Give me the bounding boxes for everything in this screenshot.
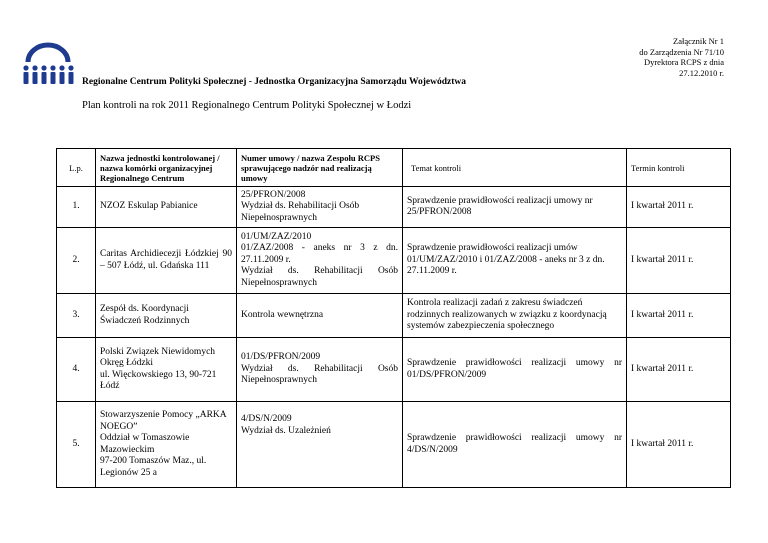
header-term: Termin kontroli <box>627 149 731 187</box>
unit-text: Caritas Archidiecezji Łódzkiej 90 – 507 Łódź, ul. Gdańska 111 <box>100 249 232 271</box>
cell-term: I kwartał 2011 r. <box>627 338 731 402</box>
contract-annex: 01/ZAZ/2008 - aneks nr 3 z dn. 27.11.2009 r. <box>241 243 398 265</box>
unit-address: 97-200 Tomaszów Maz., ul. Legionów 25 a <box>100 456 207 478</box>
plan-title: Plan kontroli na rok 2011 Regionalnego Centrum Polityki Społecznej w Łodzi <box>82 100 412 111</box>
contract-text: Kontrola wewnętrzna <box>241 309 324 320</box>
unit-name: Polski Związek Niewidomych Okręg Łódzki <box>100 346 216 368</box>
cell-lp: 5. <box>57 402 96 488</box>
cell-contract <box>237 187 403 228</box>
cell-topic <box>403 294 627 338</box>
cell-topic <box>403 228 627 294</box>
annex-line-1: Załącznik Nr 1 <box>673 36 724 46</box>
cell-term: I kwartał 2011 r. <box>627 187 731 228</box>
cell-topic <box>403 187 627 228</box>
annex-line-3: Dyrektora RCPS z dnia <box>643 57 724 67</box>
cell-term: I kwartał 2011 r. <box>627 294 731 338</box>
table-row <box>57 338 731 402</box>
cell-unit <box>96 402 237 488</box>
cell-term: I kwartał 2011 r. <box>627 228 731 294</box>
cell-unit <box>96 294 237 338</box>
cell-term: I kwartał 2011 r. <box>627 402 731 488</box>
table-row <box>57 294 731 338</box>
unit-branch: Oddział w Tomaszowie Mazowieckim <box>100 433 190 455</box>
cell-lp: 1. <box>57 187 96 228</box>
topic-text: Sprawdzenie prawidłowości realizacji umowy nr 25/PFRON/2008 <box>407 195 593 217</box>
table-header-row <box>57 149 731 187</box>
contract-number: 01/DS/PFRON/2009 <box>241 352 321 363</box>
unit-text: NZOZ Eskulap Pabianice <box>100 201 198 212</box>
unit-name: Stowarzyszenie Pomocy „ARKA NOEGO” <box>100 410 227 432</box>
topic-text: Sprawdzenie prawidłowości realizacji umowy nr 4/DS/N/2009 <box>407 433 622 455</box>
cell-lp: 3. <box>57 294 96 338</box>
header-unit: Nazwa jednostki kontrolowanej / nazwa komórki organizacyjnej Regionalnego Centrum <box>96 149 237 187</box>
table-row <box>57 187 731 228</box>
cell-contract <box>237 294 403 338</box>
cell-unit <box>96 338 237 402</box>
cell-topic <box>403 402 627 488</box>
contract-team: Wydział ds. Rehabilitacji Osób Niepełnosprawnych <box>241 363 398 386</box>
contract-number: 01/UM/ZAZ/2010 <box>241 231 312 242</box>
annex-line-2: do Zarządzenia Nr 71/10 <box>639 46 724 57</box>
contract-team: Wydział ds. Rehabilitacji Osób Niepełnosprawnych <box>241 266 398 288</box>
unit-text: Zespół ds. Koordynacji Świadczeń Rodzinnych <box>100 304 190 326</box>
header-contract: Numer umowy / nazwa Zespołu RCPS sprawującego nadzór nad realizacją umowy <box>237 149 403 187</box>
cell-unit <box>96 187 237 228</box>
control-plan-table <box>56 148 731 488</box>
cell-topic <box>403 338 627 402</box>
contract-team: Wydział ds. Rehabilitacji Osób Niepełnosprawnych <box>241 201 360 223</box>
table-row <box>57 402 731 488</box>
cell-contract <box>237 402 403 488</box>
table-row <box>57 228 731 294</box>
header-topic: Temat kontroli <box>403 149 627 187</box>
cell-lp: 2. <box>57 228 96 294</box>
cell-lp: 4. <box>57 338 96 402</box>
cell-unit <box>96 228 237 294</box>
unit-address: ul. Więckowskiego 13, 90-721 Łódź <box>100 369 217 391</box>
contract-team: Wydział ds. Uzależnień <box>241 425 331 436</box>
rcps-logo <box>22 40 74 90</box>
header-lp: L.p. <box>57 149 96 187</box>
topic-text: Sprawdzenie prawidłowości realizacji umów 01/UM/ZAZ/2010 i 01/ZAZ/2008 - aneks nr 3 z dn. 27.11.2009 r. <box>407 243 605 277</box>
organization-name: Regionalne Centrum Polityki Społecznej - Jednostka Organizacyjna Samorządu Województwa <box>82 77 467 87</box>
annex-line-4: 27.12.2010 r. <box>679 67 724 78</box>
contract-number: 25/PFRON/2008 <box>241 189 306 200</box>
topic-text: Kontrola realizacji zadań z zakresu świadczeń rodzinnych realizowanych w związku z koordynacją systemów zabezpieczenia społecznego <box>407 298 607 332</box>
contract-number: 4/DS/N/2009 <box>241 414 292 424</box>
topic-text: Sprawdzenie prawidłowości realizacji umowy nr 01/DS/PFRON/2009 <box>407 358 622 380</box>
cell-contract <box>237 338 403 402</box>
annex-note <box>639 36 724 78</box>
cell-contract <box>237 228 403 294</box>
